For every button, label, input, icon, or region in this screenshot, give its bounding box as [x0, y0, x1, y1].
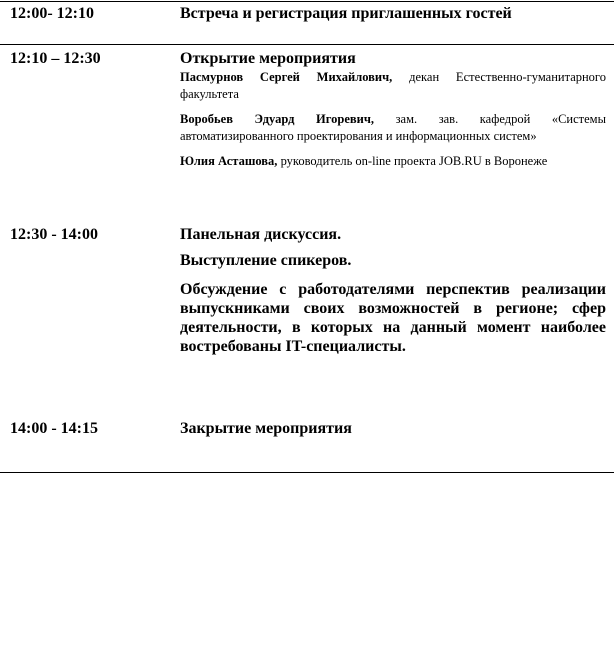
time-cell: 12:10 – 12:30: [10, 50, 101, 67]
speaker-name: Воробьев Эдуард Игоревич,: [180, 112, 375, 126]
time-cell: 14:00 - 14:15: [10, 420, 98, 437]
table-top-border: [0, 1, 614, 2]
discussion-text: Обсуждение с работодателями перспектив реализации выпускниками своих возможностей в регионе; сфер деятельности, в которых на данный момент наиболее востребованы IT-специалисты.: [180, 281, 606, 355]
activity-title: Панельная дискуссия.: [180, 226, 342, 243]
row-divider: [0, 44, 614, 45]
table-bottom-border: [0, 472, 614, 473]
activity-title: Закрытие мероприятия: [180, 420, 352, 437]
speaker-role: зам. зав. кафедрой «Системы автоматизированного проектирования и информационных систем»: [180, 112, 606, 143]
speaker-role: руководитель on-line проекта JOB.RU в Воронеже: [277, 154, 548, 168]
speaker-name: Пасмурнов Сергей Михайлович,: [180, 70, 393, 84]
activity-title: Открытие мероприятия: [180, 50, 356, 67]
time-cell: 12:30 - 14:00: [10, 226, 98, 243]
activity-cell: [180, 420, 606, 438]
speaker-entry: [180, 111, 606, 145]
speaker-role: декан Естественно-гуманитарного факультета: [180, 70, 606, 101]
activity-subtitle: Выступление спикеров.: [180, 252, 352, 269]
activity-title: Встреча и регистрация приглашенных гостей: [180, 5, 512, 22]
time-cell: 12:00- 12:10: [10, 5, 94, 22]
speaker-name: Юлия Асташова,: [180, 154, 278, 168]
activity-cell: [180, 5, 606, 23]
activity-cell: [180, 226, 606, 356]
speaker-entry: [180, 153, 606, 170]
speaker-entry: [180, 69, 606, 103]
activity-cell: [180, 50, 606, 170]
